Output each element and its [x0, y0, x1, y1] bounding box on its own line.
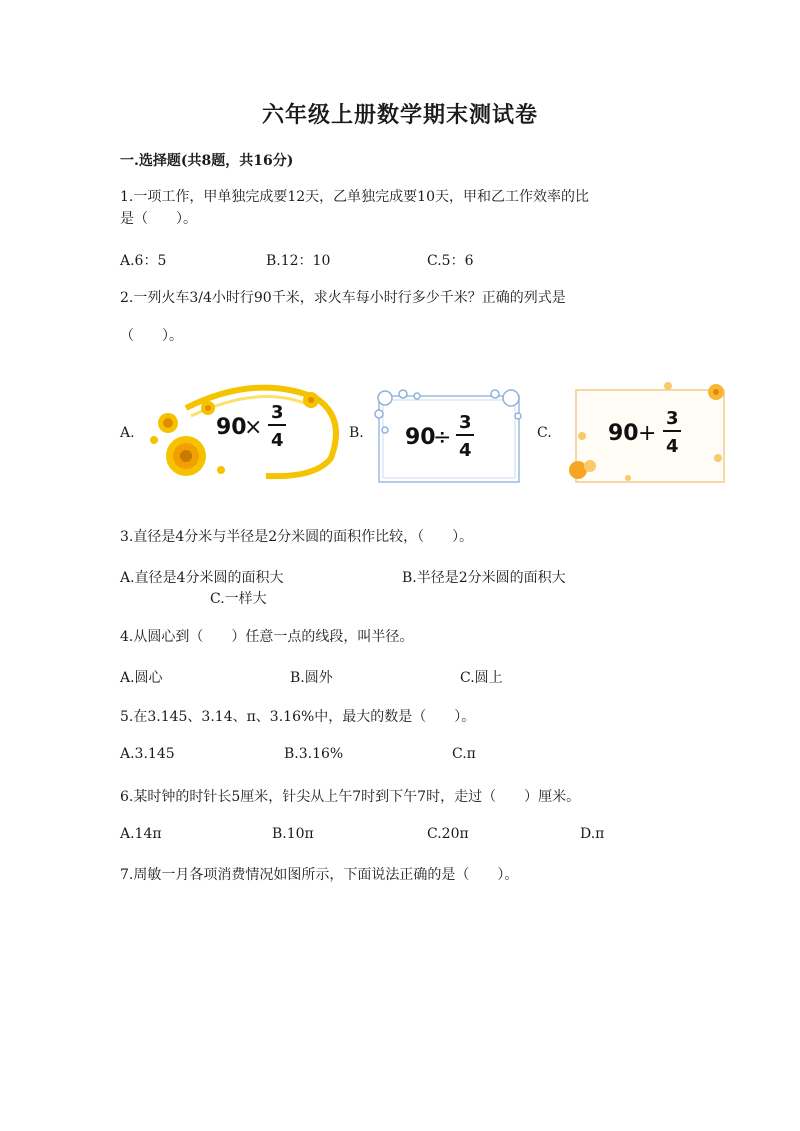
option-c-orange-card: [568, 378, 730, 488]
expr-a-den: 4: [271, 430, 284, 451]
question-1-line-1: 1.一项工作，甲单独完成要12天，乙单独完成要10天，甲和乙工作效率的比: [120, 189, 589, 205]
expr-c-op: +: [638, 421, 657, 446]
section-heading: 一.选择题(共8题，共16分): [120, 153, 294, 169]
question-3-option-a: A.直径是4分米圆的面积大: [120, 570, 284, 586]
question-6: 6.某时钟的时针长5厘米，针尖从上午7时到下午7时，走过（ ）厘米。: [120, 789, 581, 805]
question-4-option-b: B.圆外: [290, 670, 333, 686]
expr-b-num: 3: [459, 412, 472, 433]
question-4-option-a: A.圆心: [120, 670, 163, 686]
question-6-option-b: B.10π: [272, 826, 314, 842]
expr-a-op: ×: [244, 415, 263, 440]
question-1-line-2: 是（ ）。: [120, 211, 197, 227]
expr-c-left: 90: [608, 421, 639, 446]
question-4: 4.从圆心到（ ）任意一点的线段，叫半径。: [120, 629, 414, 645]
question-5: 5.在3.145、3.14、π、3.16%中，最大的数是（ ）。: [120, 709, 476, 725]
page-title: 六年级上册数学期末测试卷: [261, 102, 538, 128]
question-6-option-d: D.π: [580, 826, 605, 842]
expr-c-den: 4: [666, 436, 679, 457]
question-6-option-c: C.20π: [427, 826, 469, 842]
question-1-option-b: B.12：10: [266, 253, 331, 269]
question-3-option-b: B.半径是2分米圆的面积大: [402, 570, 566, 586]
question-2-line-2: （ ）。: [120, 328, 183, 344]
expr-b-op: ÷: [433, 425, 452, 450]
question-5-option-b: B.3.16%: [284, 746, 344, 762]
question-4-option-c: C.圆上: [460, 670, 503, 686]
option-b-bubble-card: [373, 378, 525, 488]
expr-c-num: 3: [666, 408, 679, 429]
expr-b-den: 4: [459, 440, 472, 461]
expr-b-left: 90: [405, 425, 436, 450]
question-6-option-a: A.14π: [120, 826, 162, 842]
question-1-option-c: C.5：6: [427, 253, 474, 269]
question-5-option-a: A.3.145: [120, 746, 175, 762]
question-3: 3.直径是4分米与半径是2分米圆的面积作比较，（ ）。: [120, 529, 474, 545]
question-1-option-a: A.6：5: [120, 253, 167, 269]
expr-a-num: 3: [271, 402, 284, 423]
option-a-flower-card: [146, 378, 346, 488]
question-2-line-1: 2.一列火车3/4小时行90千米，求火车每小时行多少千米？正确的列式是: [120, 290, 566, 306]
question-2: [120, 287, 680, 309]
question-7: 7.周敏一月各项消费情况如图所示，下面说法正确的是（ ）。: [120, 867, 519, 883]
question-2-option-c: C.: [537, 425, 552, 441]
question-1: [120, 186, 680, 230]
question-3-option-c: C.一样大: [210, 591, 267, 607]
question-5-option-c: C.π: [452, 746, 476, 762]
expr-a-left: 90: [216, 415, 247, 440]
question-2-option-b: B.: [349, 425, 364, 441]
sunflower-icon: [166, 436, 206, 476]
question-2-option-a: A.: [120, 425, 135, 441]
